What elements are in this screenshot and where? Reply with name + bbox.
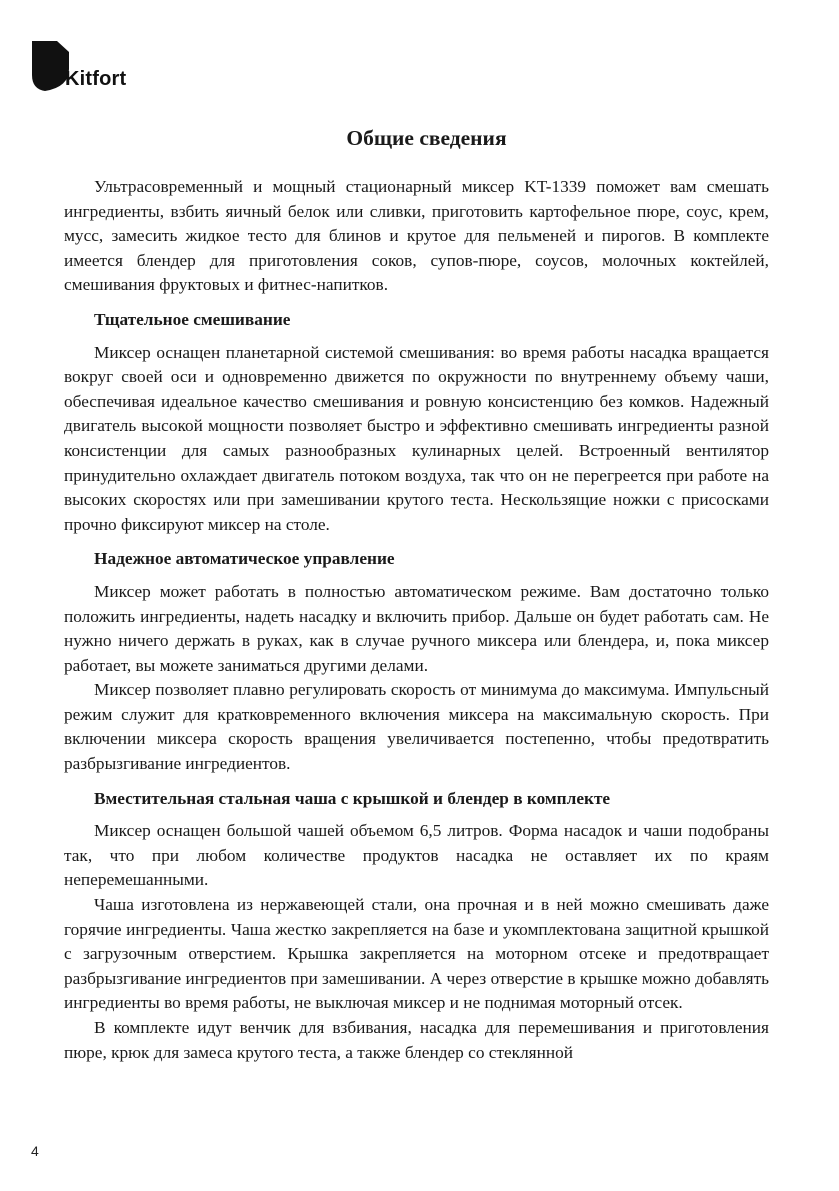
intro-paragraph: Ультрасовременный и мощный стационарный миксер KT-1339 поможет вам смешать ингредиенты, взбить яичный белок или сливки, приготовить картофельное пюре, соус, крем, мусс, замесить жидкое тесто для блинов и крутое для пельменей и пирогов. В комплекте имеется блендер для приготовления соков, супов-пюре, соусов, молочных коктейлей, смешивания фруктовых и фитнес-напитков. — [64, 177, 769, 295]
section-heading-mixing: Тщательное смешивание — [94, 309, 291, 329]
document-body — [64, 175, 769, 1065]
section-bowl-paragraph-1: Миксер оснащен большой чашей объемом 6,5 литров. Форма насадок и чаши подобраны так, что при любом количестве продуктов насадка не оставляет их по краям неперемешанными. — [64, 821, 769, 890]
kitfort-logo-wordmark: Kitfort — [65, 68, 127, 90]
section-bowl-paragraph-2: Чаша изготовлена из нержавеющей стали, она прочная и в ней можно смешивать даже горячие ингредиенты. Чаша жестко закрепляется на базе и укомплектована защитной крышкой с загрузочным отверстием. Крышка закрепляется на моторном отсеке и предотвращает разбрызгивание ингредиентов при замешивании. А через отверстие в крышке можно добавлять ингредиенты во время работы, не выключая миксер и не поднимая моторный отсек. — [64, 895, 769, 1013]
page-number: 4 — [31, 1143, 39, 1159]
section-control-paragraph-2: Миксер позволяет плавно регулировать скорость от минимума до максимума. Импульсный режим служит для кратковременного включения миксера на максимальную скорость. При включении миксера скорость вращения увеличивается постепенно, чтобы предотвратить разбрызгивание ингредиентов. — [64, 680, 769, 774]
section-heading-bowl: Вместительная стальная чаша с крышкой и блендер в комплекте — [94, 788, 611, 808]
page-title: Общие сведения — [346, 126, 507, 150]
section-control-paragraph-1: Миксер может работать в полностью автоматическом режиме. Вам достаточно только положить ингредиенты, надеть насадку и включить прибор. Дальше он будет работать сам. Не нужно ничего держать в руках, как в случае ручного миксера или блендера, и, пока миксер работает, вы можете заниматься другими делами. — [64, 581, 769, 675]
kitfort-logo — [31, 40, 151, 100]
section-mixing-paragraph: Миксер оснащен планетарной системой смешивания: во время работы насадка вращается вокруг своей оси и одновременно движется по окружности по внутреннему объему чаши, обеспечивая идеальное качество смешивания и ровную консистенцию без комков. Надежный двигатель высокой мощности позволяет быстро и эффективно смешивать ингредиенты разной консистенции для самых разнообразных кулинарных целей. Встроенный вентилятор принудительно охлаждает двигатель потоком воздуха, так что он не перегреется при работе на высоких скоростях или при замешивании крутого теста. Нескользящие ножки с присосками прочно фиксируют миксер на столе. — [64, 342, 769, 534]
section-heading-control: Надежное автоматическое управление — [94, 549, 395, 569]
section-bowl-paragraph-3: В комплекте идут венчик для взбивания, насадка для перемешивания и приготовления пюре, крюк для замеса крутого теста, а также блендер со стеклянной — [64, 1018, 769, 1062]
